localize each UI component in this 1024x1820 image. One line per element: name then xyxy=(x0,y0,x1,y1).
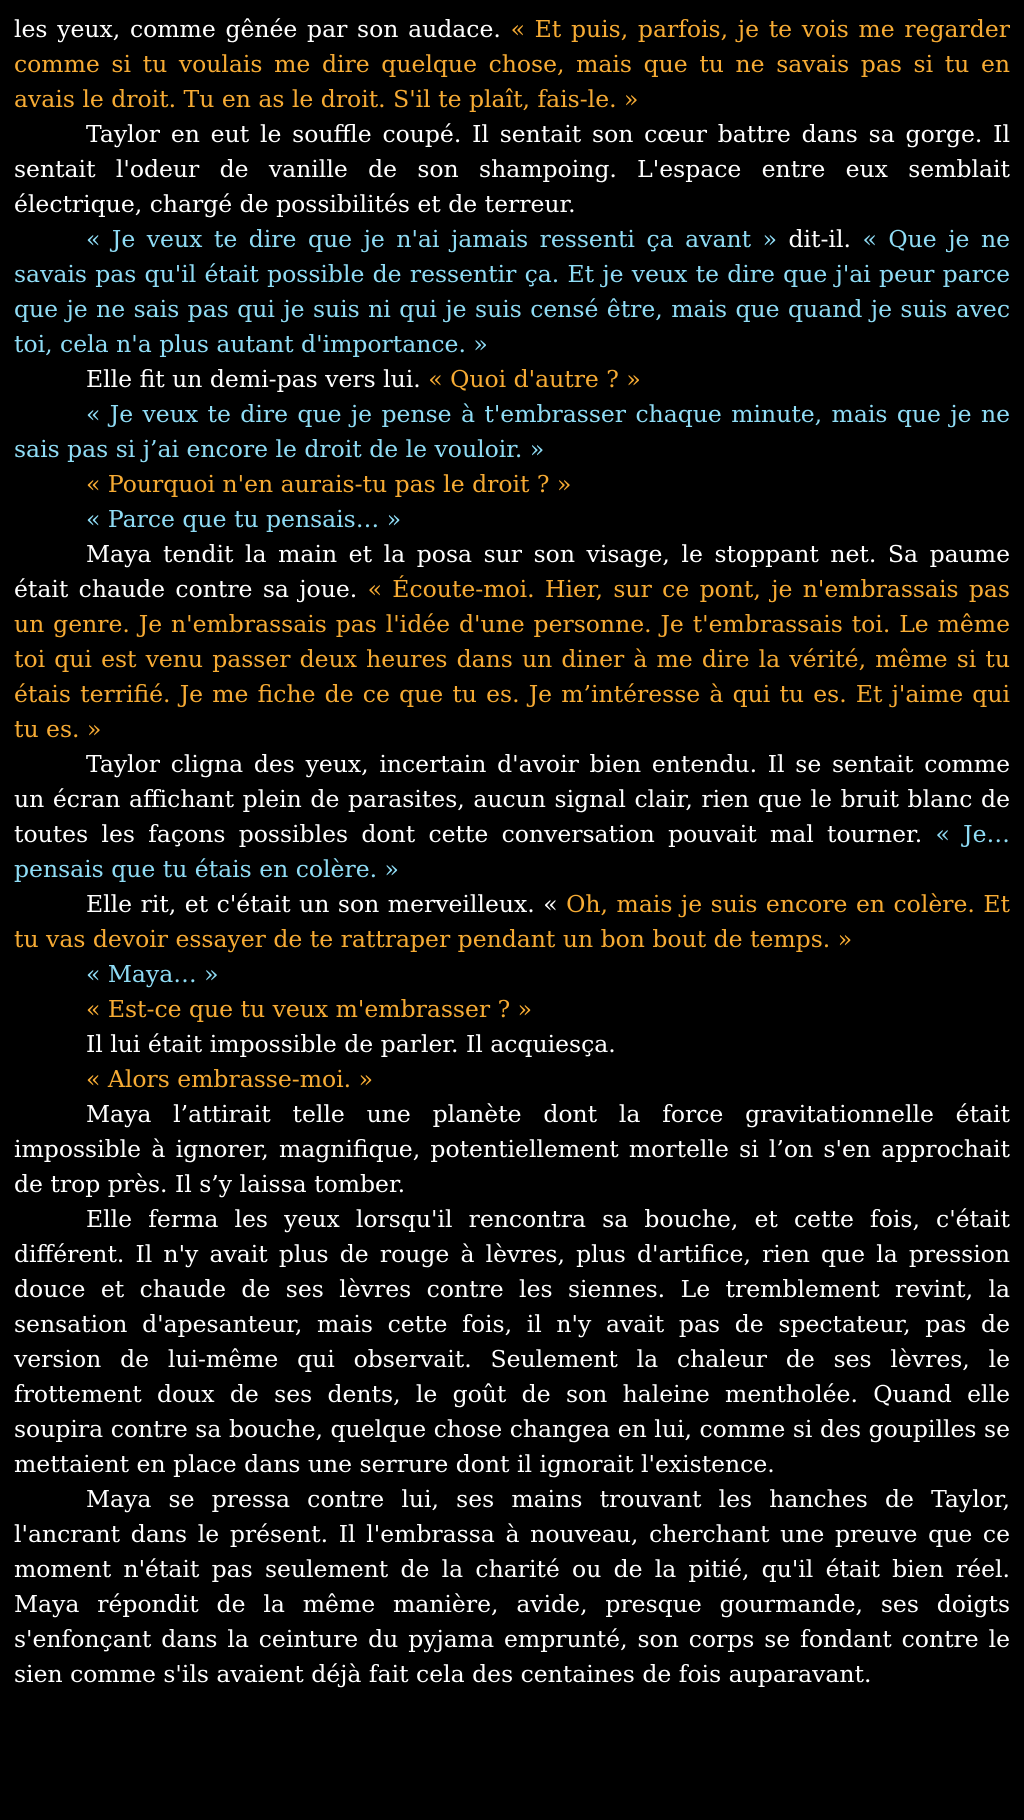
maya-dialogue: « Quoi d'autre ? » xyxy=(428,365,641,393)
paragraph xyxy=(14,467,1010,502)
paragraph xyxy=(14,12,1010,117)
taylor-dialogue: « Je… pensais que tu étais en colère. » xyxy=(14,820,1010,883)
maya-dialogue: Oh, mais je suis encore en colère. Et tu vas devoir essayer de te rattraper pendant un bon bout de temps. » xyxy=(14,890,1010,953)
narration-text: Maya se pressa contre lui, ses mains trouvant les hanches de Taylor, l'ancrant dans le présent. Il l'embrassa à nouveau, cherchant une preuve que ce moment n'était pas seulement de la charité ou de la pitié, qu'il était bien réel. Maya répondit de la même manière, avide, presque gourmande, ses doigts s'enfonçant dans la ceinture du pyjama emprunté, son corps se fondant contre le sien comme s'ils avaient déjà fait cela des centaines de fois auparavant. xyxy=(14,1485,1010,1688)
taylor-dialogue: « Je veux te dire que je pense à t'embrasser chaque minute, mais que je ne sais pas si j’ai encore le droit de le vouloir. » xyxy=(14,400,1010,463)
paragraph xyxy=(14,502,1010,537)
narration-text: Elle fit un demi-pas vers lui. xyxy=(86,365,429,393)
paragraph xyxy=(14,1097,1010,1202)
narration-text: les yeux, comme gênée par son audace. xyxy=(14,15,511,43)
paragraph xyxy=(14,992,1010,1027)
narration-text: Taylor cligna des yeux, incertain d'avoir bien entendu. Il se sentait comme un écran affichant plein de parasites, aucun signal clair, rien que le bruit blanc de toutes les façons possibles dont cette conversation pouvait mal tourner. xyxy=(14,750,1010,848)
narration-text: Il lui était impossible de parler. Il acquiesça. xyxy=(86,1030,616,1058)
paragraph xyxy=(14,957,1010,992)
taylor-dialogue: « Parce que tu pensais… » xyxy=(86,505,402,533)
taylor-dialogue: « Maya… » xyxy=(86,960,219,988)
paragraph xyxy=(14,397,1010,467)
maya-dialogue: « Pourquoi n'en aurais-tu pas le droit ? » xyxy=(86,470,572,498)
maya-dialogue: « Alors embrasse-moi. » xyxy=(86,1065,373,1093)
narration-text: Taylor en eut le souffle coupé. Il sentait son cœur battre dans sa gorge. Il sentait l'odeur de vanille de son shampoing. L'espace entre eux semblait électrique, chargé de possibilités et de terreur. xyxy=(14,120,1010,218)
paragraph xyxy=(14,117,1010,222)
maya-dialogue: « Est-ce que tu veux m'embrasser ? » xyxy=(86,995,533,1023)
narration-text: Maya l’attirait telle une planète dont la force gravitationnelle était impossible à ignorer, magnifique, potentiellement mortelle si l’on s'en approchait de trop près. Il s’y laissa tomber. xyxy=(14,1100,1010,1198)
narration-text: Elle rit, et c'était un son merveilleux. « xyxy=(86,890,567,918)
taylor-dialogue: « Que je ne savais pas qu'il était possible de ressentir ça. Et je veux te dire que j'ai peur parce que je ne sais pas qui je suis ni qui je suis censé être, mais que quand je suis avec toi, cela n'a plus autant d'importance. » xyxy=(14,225,1010,358)
narration-text: Elle ferma les yeux lorsqu'il rencontra sa bouche, et cette fois, c'était différent. Il n'y avait plus de rouge à lèvres, plus d'artifice, rien que la pression douce et chaude de ses lèvres contre les siennes. Le tremblement revint, la sensation d'apesanteur, mais cette fois, il n'y avait pas de spectateur, pas de version de lui-même qui observait. Seulement la chaleur de ses lèvres, le frottement doux de ses dents, le goût de son haleine mentholée. Quand elle soupira contre sa bouche, quelque chose changea en lui, comme si des goupilles se mettaient en place dans une serrure dont il ignorait l'existence. xyxy=(14,1205,1010,1478)
paragraph xyxy=(14,1062,1010,1097)
paragraph xyxy=(14,362,1010,397)
paragraph xyxy=(14,1482,1010,1692)
narration-text: Maya tendit la main et la posa sur son visage, le stoppant net. Sa paume était chaude contre sa joue. xyxy=(14,540,1010,603)
narration-text: dit-il. xyxy=(776,225,863,253)
paragraph xyxy=(14,1202,1010,1482)
paragraph xyxy=(14,1027,1010,1062)
maya-dialogue: « Et puis, parfois, je te vois me regarder comme si tu voulais me dire quelque chose, mais que tu ne savais pas si tu en avais le droit. Tu en as le droit. S'il te plaît, fais-le. » xyxy=(14,15,1010,113)
paragraph xyxy=(14,887,1010,957)
maya-dialogue: « Écoute-moi. Hier, sur ce pont, je n'embrassais pas un genre. Je n'embrassais pas l'idée d'une personne. Je t'embrassais toi. Le même toi qui est venu passer deux heures dans un diner à me dire la vérité, même si tu étais terrifié. Je me fiche de ce que tu es. Je m’intéresse à qui tu es. Et j'aime qui tu es. » xyxy=(14,575,1010,743)
paragraph xyxy=(14,222,1010,362)
taylor-dialogue: « Je veux te dire que je n'ai jamais ressenti ça avant » xyxy=(86,225,777,253)
paragraph xyxy=(14,747,1010,887)
paragraph xyxy=(14,537,1010,747)
